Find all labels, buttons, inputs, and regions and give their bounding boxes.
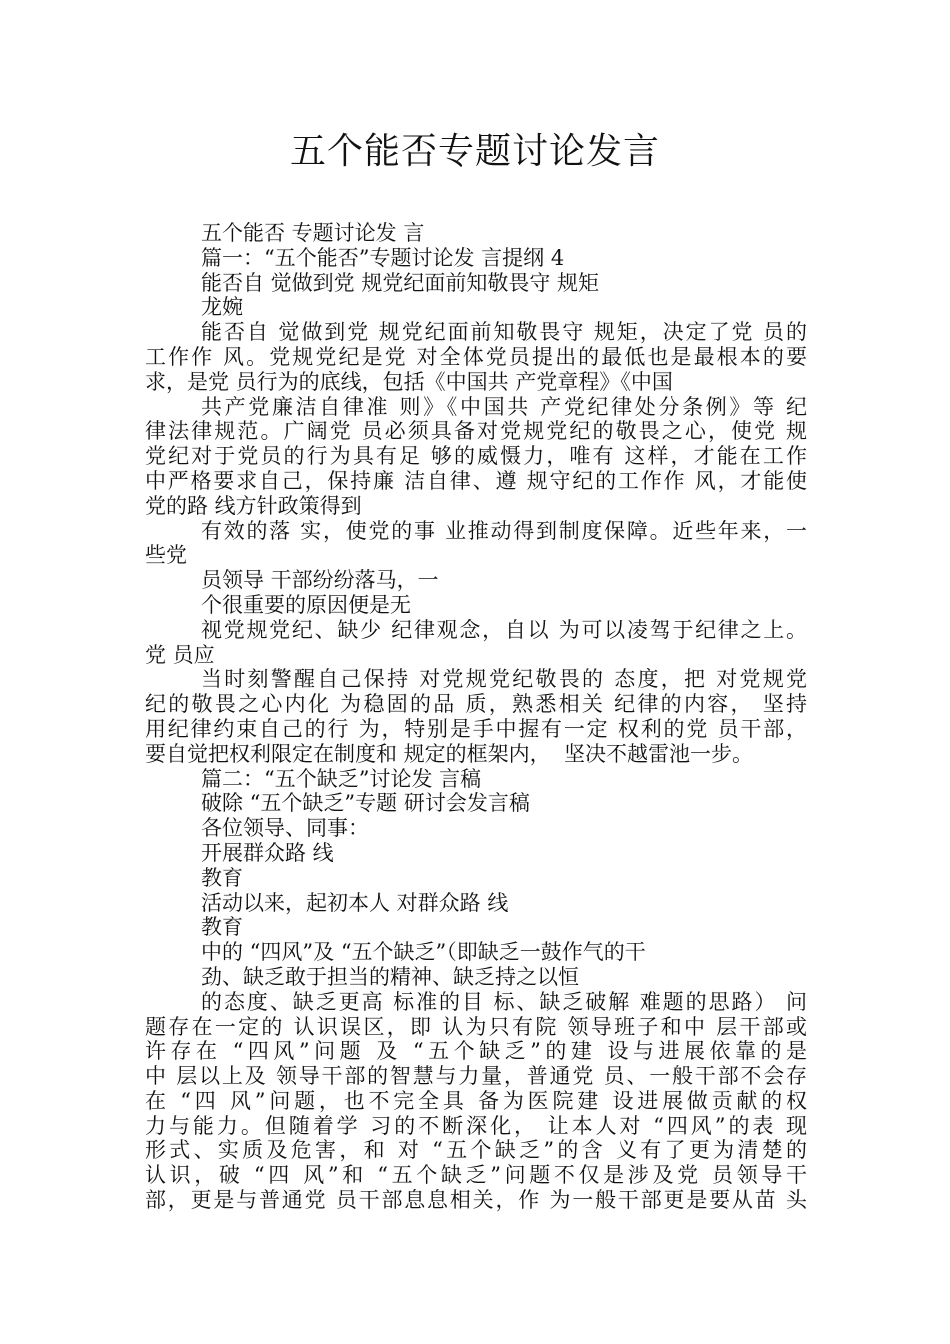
text-line: 工作作 风。党规党纪是党 对全体党员提出的最低也是最根本的要: [145, 344, 807, 369]
text-line: 的态度、缺乏更高 标准的目 标、缺乏破解 难题的思路） 问: [201, 989, 807, 1014]
document-title: 五个能否专题讨论发言: [289, 131, 660, 172]
text-line: 求，是党 员行为的底线，包括《中国共 产党章程》《中国: [145, 369, 673, 394]
text-line: 教育: [201, 915, 243, 940]
text-line: 龙婉: [201, 295, 243, 320]
text-line: 有效的落 实，使党的事 业推动得到制度保障。近些年来，一: [201, 518, 807, 543]
text-line: 能否自 觉做到党 规党纪面前知敬畏守 规矩: [201, 270, 600, 295]
text-line: 破除 “五个缺乏”专题 研讨会发言稿: [201, 791, 530, 816]
text-line: 在 “四 风”问题，也不完全具 备为医院建 设进展做贡献的权: [145, 1088, 807, 1113]
text-line: 党的路 线方针政策得到: [145, 493, 362, 518]
text-line: 用纪律约束自己的行 为，特别是手中握有一定 权利的党 员干部，: [145, 716, 807, 741]
text-line: 五个能否 专题讨论发 言: [201, 221, 425, 245]
text-line: 力与能力。但随着学 习的不断深化， 让本人对 “四风”的表 现: [145, 1113, 807, 1138]
text-line: 个很重要的原因便是无: [201, 592, 411, 617]
text-line: 共产党廉洁自律准 则》《中国共 产党纪律处分条例》等 纪: [201, 394, 807, 419]
text-line: 要自觉把权利限定在制度和 规定的框架内， 坚决不越雷池一步。: [145, 741, 754, 766]
text-line: 各位领导、同事：: [201, 816, 369, 841]
text-line: 党纪对于党员的行为具有足 够的威慑力，唯有 这样，才能在工作: [145, 444, 807, 469]
text-line: 活动以来，起初本人 对群众路 线: [201, 890, 509, 915]
text-line: 些党: [145, 543, 187, 568]
text-line: 形式、实质及危害，和 对 “五个缺乏”的含 义有了更为清楚的: [145, 1138, 807, 1163]
text-line: 律法律规范。广阔党 员必须具备对党规党纪的敬畏之心，使党 规: [145, 419, 807, 444]
text-line: 篇一：“五个能否”专题讨论发 言提纲 4: [201, 245, 565, 270]
text-line: 认识，破 “四 风”和 “五个缺乏”问题不仅是涉及党 员领导干: [145, 1163, 807, 1188]
text-line: 开展群众路 线: [201, 840, 334, 865]
text-line: 当时刻警醒自己保持 对党规党纪敬畏的 态度，把 对党规党: [201, 667, 807, 692]
text-line: 中的 “四风”及 “五个缺乏”（即缺乏一鼓作气的干: [201, 940, 646, 965]
text-line: 中严格要求自己，保持廉 洁自律、遵 规守纪的工作作 风，才能使: [145, 468, 807, 493]
text-line: 部，更是与普通党 员干部息息相关，作 为一般干部更是要从苗 头: [145, 1188, 807, 1213]
text-line: 教育: [201, 865, 243, 890]
text-line: 劲、缺乏敢于担当的精神、缺乏持之以恒: [201, 964, 579, 989]
text-line: 能否自 觉做到党 规党纪面前知敬畏守 规矩，决定了党 员的: [201, 320, 807, 345]
document-body: [145, 221, 807, 1213]
text-line: 员领导 干部纷纷落马，一: [201, 568, 439, 593]
text-line: 篇二：“五个缺乏”讨论发 言稿: [201, 766, 482, 791]
text-line: 题存在一定的 认识误区，即 认为只有院 领导班子和中 层干部或: [145, 1014, 807, 1039]
text-line: 纪的敬畏之心内化 为稳固的品 质，熟悉相关 纪律的内容， 坚持: [145, 692, 807, 717]
text-line: 许存在 “四风”问题 及 “五个缺乏”的建 设与进展依靠的是: [145, 1039, 807, 1064]
text-line: 视党规党纪、缺少 纪律观念，自以 为可以凌驾于纪律之上。: [201, 617, 807, 642]
text-line: 中 层以上及 领导干部的智慧与力量，普通党 员、一般干部不会存: [145, 1064, 807, 1089]
text-line: 党 员应: [145, 642, 215, 667]
